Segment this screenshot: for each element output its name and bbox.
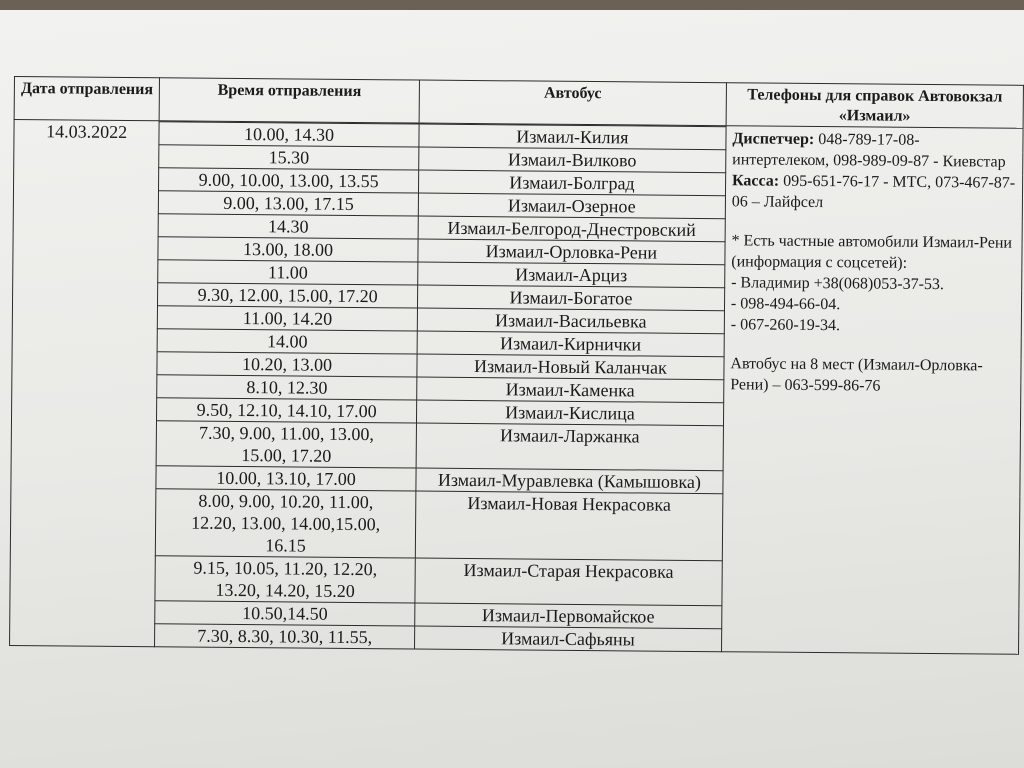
departure-time <box>156 421 416 468</box>
bus-route: Измаил-Первомайское <box>415 603 722 629</box>
minibus-note: Автобус на 8 мест (Измаил-Орловка-Рени) – 063-599-86-76 <box>730 355 983 395</box>
paper-sheet <box>0 10 1024 768</box>
header-bus: Автобус <box>419 80 726 126</box>
departure-time: 9.00, 13.00, 17.15 <box>159 191 419 216</box>
contact-line: - 067-260-19-34. <box>730 316 841 335</box>
phones-info <box>721 126 1023 655</box>
private-cars-note: * Есть частные автомобили Измаил-Рени (информация с соцсетей): <box>731 232 1013 272</box>
departure-time: 10.20, 13.00 <box>157 352 417 377</box>
contact-line: - Владимир +38(068)053-37-53. <box>731 274 945 294</box>
dispatcher-line <box>732 128 1018 172</box>
departure-time: 10.50,14.50 <box>155 601 415 626</box>
bus-route: Измаил-Вилково <box>419 147 726 173</box>
bus-route: Измаил-Килия <box>419 124 726 150</box>
bus-route: Измаил-Орловка-Рени <box>418 239 725 265</box>
bus-route: Измаил-Болград <box>418 170 725 196</box>
departure-time-line: 15.00, 17.20 <box>241 444 332 466</box>
departure-date: 14.03.2022 <box>10 120 160 647</box>
schedule-body <box>10 120 1024 655</box>
bus-route: Измаил-Белгород-Днестровский <box>418 216 725 242</box>
departure-time: 9.00, 10.00, 13.00, 13.55 <box>159 168 419 193</box>
bus-route: Измаил-Старая Некрасовка <box>415 558 722 606</box>
dispatcher-label: Диспетчер: <box>732 130 815 148</box>
bus-route: Измаил-Озерное <box>418 193 725 219</box>
departure-time-line: 7.30, 9.00, 11.00, 13.00, <box>198 422 374 445</box>
departure-time: 8.10, 12.30 <box>157 375 417 400</box>
departure-time: 10.00, 13.10, 17.00 <box>156 466 416 491</box>
header-date: Дата отправления <box>14 77 160 121</box>
departure-time-line: 9.15, 10.05, 11.20, 12.20, <box>193 557 378 580</box>
bus-route: Измаил-Сафьяны <box>414 626 721 652</box>
header-time: Время отправления <box>159 78 419 123</box>
bus-route: Измаил-Кислица <box>416 400 723 426</box>
departure-time <box>155 556 415 603</box>
departure-time: 11.00, 14.20 <box>158 306 418 331</box>
schedule-table <box>9 76 1024 655</box>
departure-time: 9.50, 12.10, 14.10, 17.00 <box>157 398 417 423</box>
bus-route: Измаил-Новая Некрасовка <box>415 491 723 561</box>
departure-time: 7.30, 8.30, 10.30, 11.55, <box>155 624 415 649</box>
bus-route: Измаил-Арциз <box>418 262 725 288</box>
departure-time-line: 13.20, 14.20, 15.20 <box>215 579 355 601</box>
cashier-line <box>732 170 1018 214</box>
departure-time: 15.30 <box>159 145 419 170</box>
bus-route: Измаил-Муравлевка (Камышовка) <box>416 468 723 494</box>
departure-time: 14.30 <box>158 214 418 239</box>
dispatcher-phones: 048-789-17-08- интертелеком, 098-989-09-87 - Киевстар <box>732 131 1006 171</box>
header-phones: Телефоны для справок Автовокзал «Измаил» <box>726 83 1023 129</box>
departure-time: 11.00 <box>158 260 418 285</box>
bus-route: Измаил-Кирнички <box>417 331 724 357</box>
departure-time-line: 16.15 <box>265 535 306 556</box>
departure-time <box>156 489 416 558</box>
departure-time-line: 8.00, 9.00, 10.20, 11.00, <box>198 490 374 513</box>
departure-time: 13.00, 18.00 <box>158 237 418 262</box>
bus-route: Измаил-Васильевка <box>417 308 724 334</box>
departure-time: 9.30, 12.00, 15.00, 17.20 <box>158 283 418 308</box>
departure-time: 10.00, 14.30 <box>159 122 419 147</box>
departure-time: 14.00 <box>157 329 417 354</box>
cashier-phones: 095-651-76-17 - МТС, 073-467-87-06 – Лайфсел <box>731 172 1016 212</box>
cashier-label: Касса: <box>731 172 780 190</box>
bus-route: Измаил-Ларжанка <box>416 423 723 471</box>
bus-route: Измаил-Каменка <box>417 377 724 403</box>
bus-route: Измаил-Богатое <box>417 285 724 311</box>
bus-route: Измаил-Новый Каланчак <box>417 354 724 380</box>
departure-time-line: 12.20, 13.00, 14.00,15.00, <box>191 512 381 535</box>
contact-line: - 098-494-66-04. <box>730 295 841 314</box>
